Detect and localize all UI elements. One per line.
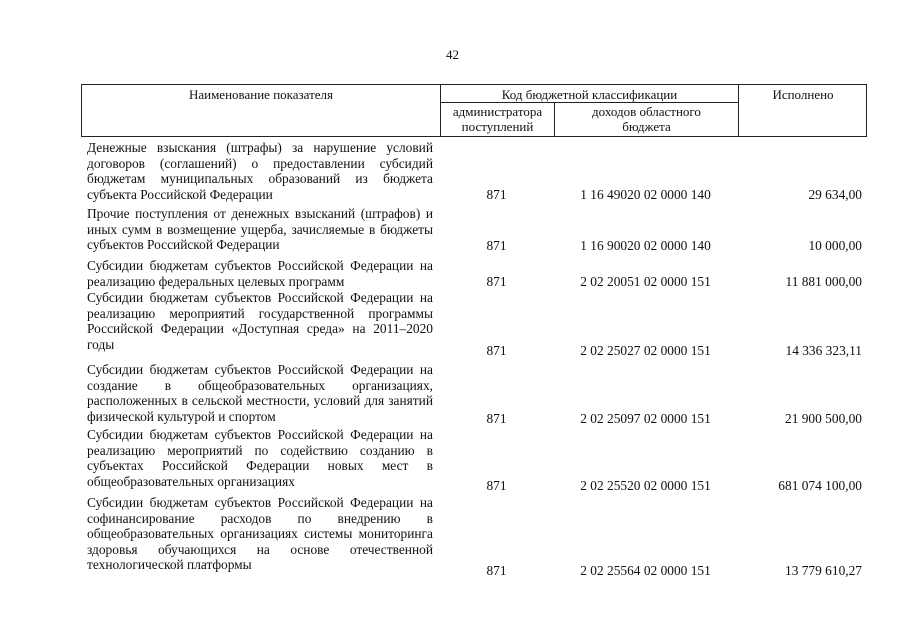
row-amount: 14 336 323,11 — [785, 342, 862, 358]
row-income-code: 2 02 25520 02 0000 151 — [580, 477, 711, 493]
row-income-code: 1 16 49020 02 0000 140 — [580, 186, 711, 202]
table-row — [0, 362, 905, 426]
column-header-income: доходов областного бюджета — [592, 104, 701, 134]
table-row — [0, 427, 905, 493]
row-name: Субсидии бюджетам субъектов Российской Федерации на реализацию мероприятий государственной программы Российской Федерации «Доступная среда» на 2011–2020 годы — [87, 290, 433, 352]
row-admin-code: 871 — [486, 342, 507, 358]
row-name: Денежные взыскания (штрафы) за нарушение условий договоров (соглашений) о предоставлении субсидий бюджетам муниципальных образований из бюджета субъекта Российской Федерации — [87, 140, 433, 202]
row-income-code: 2 02 20051 02 0000 151 — [580, 273, 711, 289]
row-name: Субсидии бюджетам субъектов Российской Федерации на реализацию мероприятий по содействию созданию в субъектах Российской Федерации новых мест в общеобразовательных организациях — [87, 427, 433, 489]
row-admin-code: 871 — [486, 410, 507, 426]
row-amount: 13 779 610,27 — [785, 562, 862, 578]
row-amount: 681 074 100,00 — [778, 477, 862, 493]
table-row — [0, 258, 905, 289]
table-header — [81, 84, 867, 137]
row-admin-code: 871 — [486, 273, 507, 289]
row-name: Субсидии бюджетам субъектов Российской Федерации на реализацию федеральных целевых программ — [87, 258, 433, 289]
table-row — [0, 140, 905, 202]
row-admin-code: 871 — [486, 562, 507, 578]
row-amount: 11 881 000,00 — [785, 273, 862, 289]
row-name: Субсидии бюджетам субъектов Российской Федерации на создание в общеобразовательных организациях, расположенных в сельской местности, условий для занятий физической культурой и спортом — [87, 362, 433, 424]
column-header-code-group: Код бюджетной классификации — [501, 87, 678, 102]
column-header-executed: Исполнено — [772, 87, 834, 102]
row-income-code: 2 02 25097 02 0000 151 — [580, 410, 711, 426]
row-income-code: 1 16 90020 02 0000 140 — [580, 237, 711, 253]
row-admin-code: 871 — [486, 477, 507, 493]
row-name: Субсидии бюджетам субъектов Российской Федерации на софинансирование расходов по внедрению в общеобразовательных организациях системы мониторинга здоровья обучающихся на основе отечественной технологической платформы — [87, 495, 433, 572]
row-name: Прочие поступления от денежных взысканий (штрафов) и иных сумм в возмещение ущерба, зачисляемые в бюджеты субъектов Российской Федерации — [87, 206, 433, 252]
row-amount: 10 000,00 — [808, 237, 862, 253]
table-row — [0, 290, 905, 358]
row-income-code: 2 02 25027 02 0000 151 — [580, 342, 711, 358]
row-income-code: 2 02 25564 02 0000 151 — [580, 562, 711, 578]
row-amount: 29 634,00 — [808, 186, 862, 202]
column-header-admin: администратора поступлений — [452, 104, 543, 134]
table-row — [0, 206, 905, 253]
row-admin-code: 871 — [486, 186, 507, 202]
row-admin-code: 871 — [486, 237, 507, 253]
column-header-name: Наименование показателя — [188, 87, 334, 102]
table-row — [0, 495, 905, 578]
header-divider — [440, 102, 738, 103]
row-amount: 21 900 500,00 — [785, 410, 862, 426]
page-number: 42 — [446, 47, 459, 62]
